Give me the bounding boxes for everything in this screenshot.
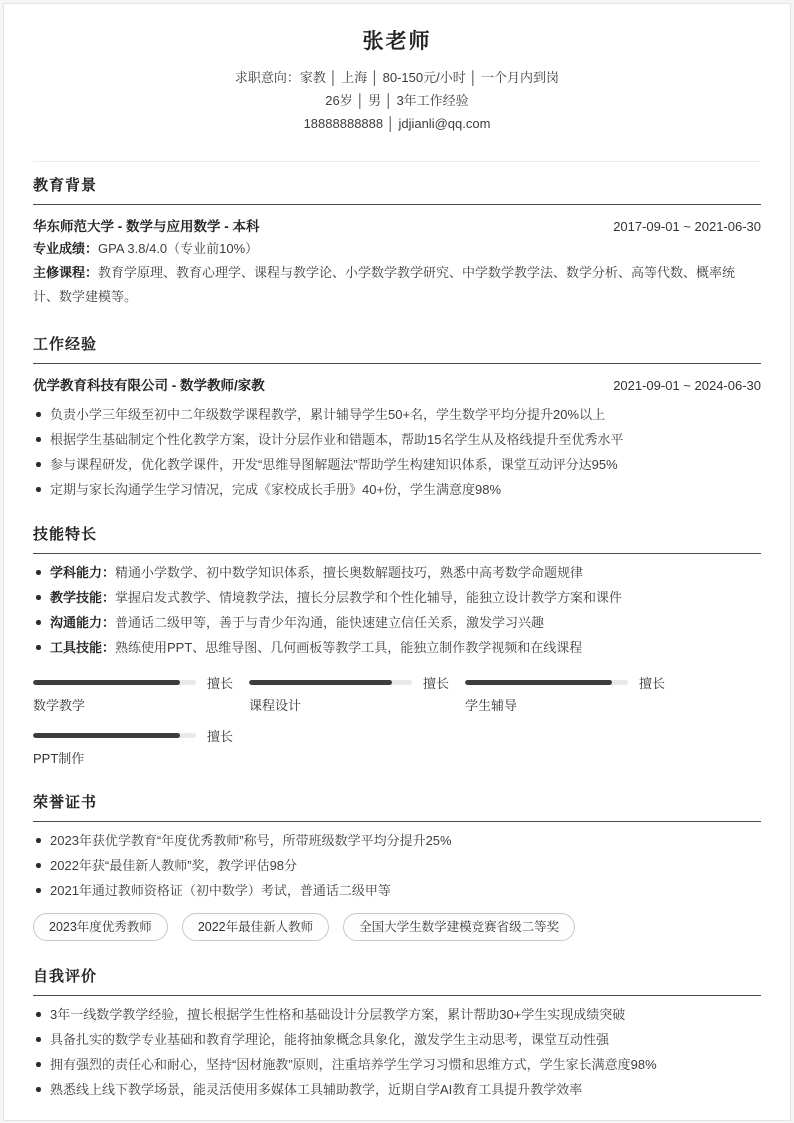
work-bullet: 参与课程研发，优化教学课件，开发“思维导图解题法”帮助学生构建知识体系，课堂互动评分达95% [33, 455, 761, 474]
skill-bullet-list [33, 563, 761, 657]
skill-bar-row [33, 675, 249, 689]
honor-bullet: 2023年获优学教育“年度优秀教师”称号，所带班级数学平均分提升25% [33, 831, 761, 850]
skill-bar-student-tutoring [465, 675, 681, 714]
skill-bullet [33, 613, 761, 632]
section-title-skills: 技能特长 [33, 523, 761, 554]
candidate-name: 张老师 [362, 30, 432, 53]
self-eval-bullet: 3年一线数学教学经验，擅长根据学生性格和基础设计分层教学方案，累计帮助30+学生实现成绩突破 [33, 1005, 761, 1024]
education-courses-row [33, 261, 761, 309]
skill-bar-level-label: 擅长 [207, 675, 234, 691]
work-entry-header [33, 376, 761, 396]
education-gpa-row [33, 237, 761, 261]
work-bullet: 负责小学三年级至初中二年级数学课程教学，累计辅导学生50+名，学生数学平均分提升20%以上 [33, 405, 761, 424]
education-courses-label: 主修课程： [33, 265, 99, 280]
section-skills [33, 523, 761, 767]
skill-bullet [33, 563, 761, 582]
section-title-work: 工作经验 [33, 333, 761, 364]
section-self-evaluation [33, 965, 761, 1099]
skill-bar-track [249, 680, 412, 685]
honor-badge: 2023年度优秀教师 [33, 913, 168, 941]
skill-bullet-label: 教学技能： [50, 590, 116, 605]
honor-bullet: 2021年通过教师资格证（初中数学）考试，普通话二级甲等 [33, 881, 761, 900]
work-bullet-list [33, 405, 761, 499]
skill-bar-fill [33, 680, 180, 685]
honor-bullet: 2022年获“最佳新人教师”奖，教学评估98分 [33, 856, 761, 875]
skill-bar-course-design [249, 675, 465, 714]
skill-bar-track [33, 680, 196, 685]
skill-bar-fill [33, 733, 180, 738]
resume-card [3, 3, 791, 1121]
skill-bullet-text: 普通话二级甲等，善于与青少年沟通，能快速建立信任关系，激发学习兴趣 [115, 615, 545, 630]
personal-info-line: 26岁 │ 男 │ 3年工作经验 [325, 93, 469, 108]
honor-badge: 全国大学生数学建模竞赛省级二等奖 [343, 913, 575, 941]
work-bullet: 定期与家长沟通学生学习情况，完成《家校成长手册》40+份，学生满意度98% [33, 480, 761, 499]
self-eval-bullet-list [33, 1005, 761, 1099]
self-eval-bullet: 拥有强烈的责任心和耐心，坚持“因材施教”原则，注重培养学生学习习惯和思维方式，学生家长满意度98% [33, 1055, 761, 1074]
resume-header [33, 4, 761, 162]
skill-bullet-text: 熟练使用PPT、思维导图、几何画板等教学工具，能独立制作教学视频和在线课程 [115, 640, 583, 655]
skill-bar-fill [465, 680, 612, 685]
section-honors [33, 791, 761, 941]
section-title-honors: 荣誉证书 [33, 791, 761, 822]
education-gpa-value: GPA 3.8/4.0（专业前10%） [98, 241, 259, 256]
education-dates: 2017-09-01 ~ 2021-06-30 [613, 219, 761, 234]
contact-line: 18888888888 │ jdjianli@qq.com [303, 116, 491, 131]
skill-bar-row [249, 675, 465, 689]
skill-bar-math-teaching [33, 675, 249, 714]
skill-bars-grid [33, 675, 761, 767]
skill-bar-row [465, 675, 681, 689]
section-title-education: 教育背景 [33, 174, 761, 205]
education-courses-value: 教育学原理、教育心理学、课程与教学论、小学数学教学研究、中学数学教学法、数学分析、高等代数、概率统计、数学建模等。 [33, 265, 736, 304]
section-education [33, 174, 761, 309]
self-eval-bullet: 熟悉线上线下教学场景，能灵活使用多媒体工具辅助教学，近期自学AI教育工具提升教学效率 [33, 1080, 761, 1099]
skill-bar-track [33, 733, 196, 738]
skill-bar-name: PPT制作 [33, 751, 85, 766]
skill-bullet-text: 精通小学数学、初中数学知识体系，擅长奥数解题技巧，熟悉中高考数学命题规律 [115, 565, 584, 580]
self-eval-bullet: 具备扎实的数学专业基础和教育学理论，能将抽象概念具象化，激发学生主动思考，课堂互动性强 [33, 1030, 761, 1049]
skill-bullet-text: 掌握启发式教学、情境教学法，擅长分层教学和个性化辅导，能独立设计教学方案和课件 [115, 590, 623, 605]
education-school: 华东师范大学 - 数学与应用数学 - 本科 [33, 219, 260, 234]
work-bullet: 根据学生基础制定个性化教学方案，设计分层作业和错题本，帮助15名学生从及格线提升至优秀水平 [33, 430, 761, 449]
skill-bullet [33, 588, 761, 607]
skill-bar-level-label: 擅长 [423, 675, 450, 691]
skill-bar-name: 数学教学 [33, 698, 86, 713]
education-gpa-label: 专业成绩： [33, 241, 99, 256]
skill-bar-fill [249, 680, 392, 685]
work-company: 优学教育科技有限公司 - 数学教师/家教 [33, 378, 265, 393]
skill-bar-name: 课程设计 [249, 698, 302, 713]
skill-bar-level-label: 擅长 [639, 675, 666, 691]
skill-bullet-label: 工具技能： [50, 640, 116, 655]
skill-bar-level-label: 擅长 [207, 728, 234, 744]
skill-bullet [33, 638, 761, 657]
skill-bar-row [33, 728, 249, 742]
education-entry-header [33, 217, 761, 237]
work-dates: 2021-09-01 ~ 2024-06-30 [613, 378, 761, 393]
skill-bar-ppt-making [33, 728, 249, 767]
honor-bullet-list [33, 831, 761, 900]
skill-bar-name: 学生辅导 [465, 698, 518, 713]
skill-bullet-label: 学科能力： [50, 565, 116, 580]
skill-bullet-label: 沟通能力： [50, 615, 116, 630]
skill-bar-track [465, 680, 628, 685]
section-work [33, 333, 761, 499]
job-intent-line: 求职意向：家教 │ 上海 │ 80-150元/小时 │ 一个月内到岗 [234, 70, 560, 85]
section-title-self-evaluation: 自我评价 [33, 965, 761, 996]
honor-badge: 2022年最佳新人教师 [182, 913, 329, 941]
honor-badges [33, 913, 761, 941]
